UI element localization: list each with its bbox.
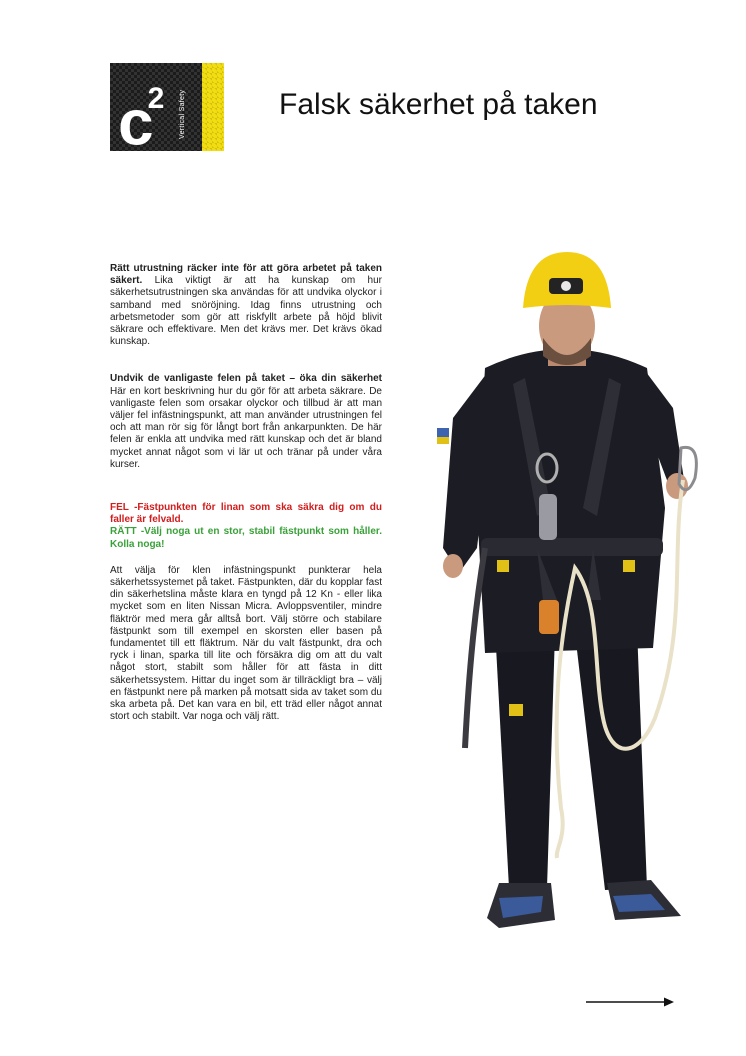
logo-mark: $c^2$ <box>118 82 163 151</box>
intro-body: Lika viktigt är att ha kunskap om hur säkerhetsutrustningen ska användas för att undvika olyckor i samband med snöröjning. Idag finns utrustning och arbetsmetoder som gör att riskfyllt arbete på höjd blivit säkrare och effektivare. Men det krävs mer. Det krävs ökad kunskap. <box>110 275 382 348</box>
arrow-right-icon[interactable] <box>586 996 674 1008</box>
intro-paragraph <box>110 263 382 348</box>
mistakes-paragraph <box>110 373 382 471</box>
right-callout: RÄTT -Välj noga ut en stor, stabil fästpunkt som håller. Kolla noga! <box>110 526 382 550</box>
page-title: Falsk säkerhet på taken <box>279 88 598 121</box>
climber-photo <box>425 248 715 948</box>
article-body <box>110 263 382 724</box>
intro-lead: Rätt utrustning räcker inte för att göra arbetet på taken säkert. <box>110 263 382 287</box>
logo-tagline: Vertical Safety <box>179 89 186 139</box>
company-logo <box>110 63 224 151</box>
mistakes-body: Här en kort beskrivning hur du gör för att arbeta säkrare. De vanligaste felen som orsakar olyckor och tillbud är att man väljer fel infästningspunkt, att man använder utrustningen fel och att man rör sig för långt bort från ankarpunkten. De här felen är enkla att undvika med rätt kunskap och det är bland mycket annat något som vi lär ut och tränar på under våra kurser. <box>110 385 382 470</box>
mistakes-lead: Undvik de vanligaste felen på taket – öka din säkerhet <box>110 373 382 385</box>
anchor-paragraph: Att välja för klen infästningspunkt punkterar hela säkerhetssystemet på taket. Fästpunkten, där du kopplar fast din säkerhetslina måste klara en tyngd på 12 Kn - eller lika mycket som en liten Nissan Micra. Avloppsventiler, mindre fläktrör med mera går alltså bort. Välj större och stabilare fästpunkt som till exempel en skorsten eller basen på fundamentet till ett fläktrum. När du valt fästpunkt, dra och ryck i linan, sparka till lite och försäkra dig om att du valt något stort, stabilt som håller för att fästa in ditt säkerhetssystem. Hittar du inget som är tillräckligt bra – välj en fästpunkt nere på marken på motsatt sida av taket som du ska arbeta på. Det kan vara en bil, ett träd eller något annat stort och stabilt. Var noga och välj rätt. <box>110 564 382 723</box>
logo-yellow-stripe <box>202 63 224 151</box>
wrong-callout: FEL -Fästpunkten för linan som ska säkra dig om du faller är felvald. <box>110 502 382 526</box>
